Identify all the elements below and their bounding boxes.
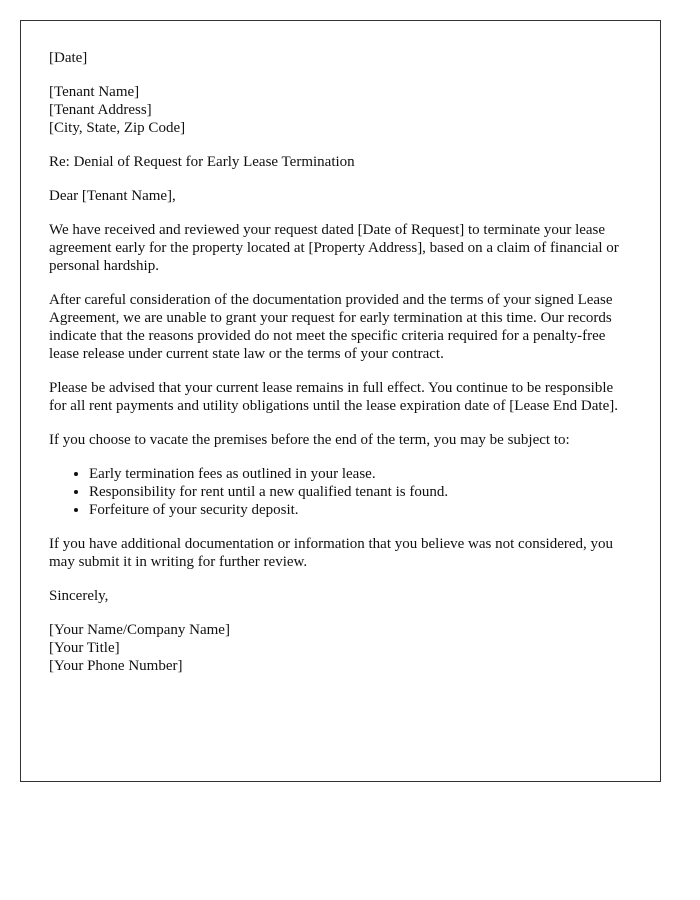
list-item: • Responsibility for rent until a new qualified tenant is found. — [89, 483, 632, 501]
letter-closing: Sincerely, — [49, 588, 109, 604]
list-item: • Forfeiture of your security deposit. — [89, 501, 632, 519]
consequences-list — [49, 465, 632, 519]
signature-block — [49, 621, 632, 675]
body-paragraph-4: If you choose to vacate the premises before the end of the term, you may be subject to: — [49, 432, 570, 448]
letter-salutation: Dear [Tenant Name], — [49, 188, 176, 204]
letter-document — [20, 20, 661, 782]
recipient-city-state-zip: [City, State, Zip Code] — [49, 120, 186, 136]
list-item: • Early termination fees as outlined in your lease. — [89, 465, 632, 483]
signature-title: [Your Title] — [49, 640, 120, 656]
signature-name: [Your Name/Company Name] — [49, 622, 230, 638]
body-paragraph-2: After careful consideration of the documentation provided and the terms of your signed Lease Agreement, we are unable to grant your request for early termination at this time. Our records indicate that the reasons provided do not meet the specific criteria required for a penalty-free lease release under current state law or the terms of your contract. — [49, 292, 613, 362]
recipient-address: [Tenant Address] — [49, 102, 152, 118]
signature-phone: [Your Phone Number] — [49, 658, 183, 674]
letter-date: [Date] — [49, 50, 88, 66]
body-paragraph-3: Please be advised that your current lease remains in full effect. You continue to be responsible for all rent payments and utility obligations until the lease expiration date of [Lease End Date]. — [49, 380, 618, 414]
closing-paragraph: If you have additional documentation or information that you believe was not considered, you may submit it in writing for further review. — [49, 536, 614, 570]
letter-subject: Re: Denial of Request for Early Lease Termination — [49, 154, 355, 170]
body-paragraph-1: We have received and reviewed your request dated [Date of Request] to terminate your lease agreement early for the property located at [Property Address], based on a claim of financial or personal hardship. — [49, 222, 619, 274]
recipient-address-block — [49, 83, 632, 137]
recipient-name: [Tenant Name] — [49, 84, 140, 100]
